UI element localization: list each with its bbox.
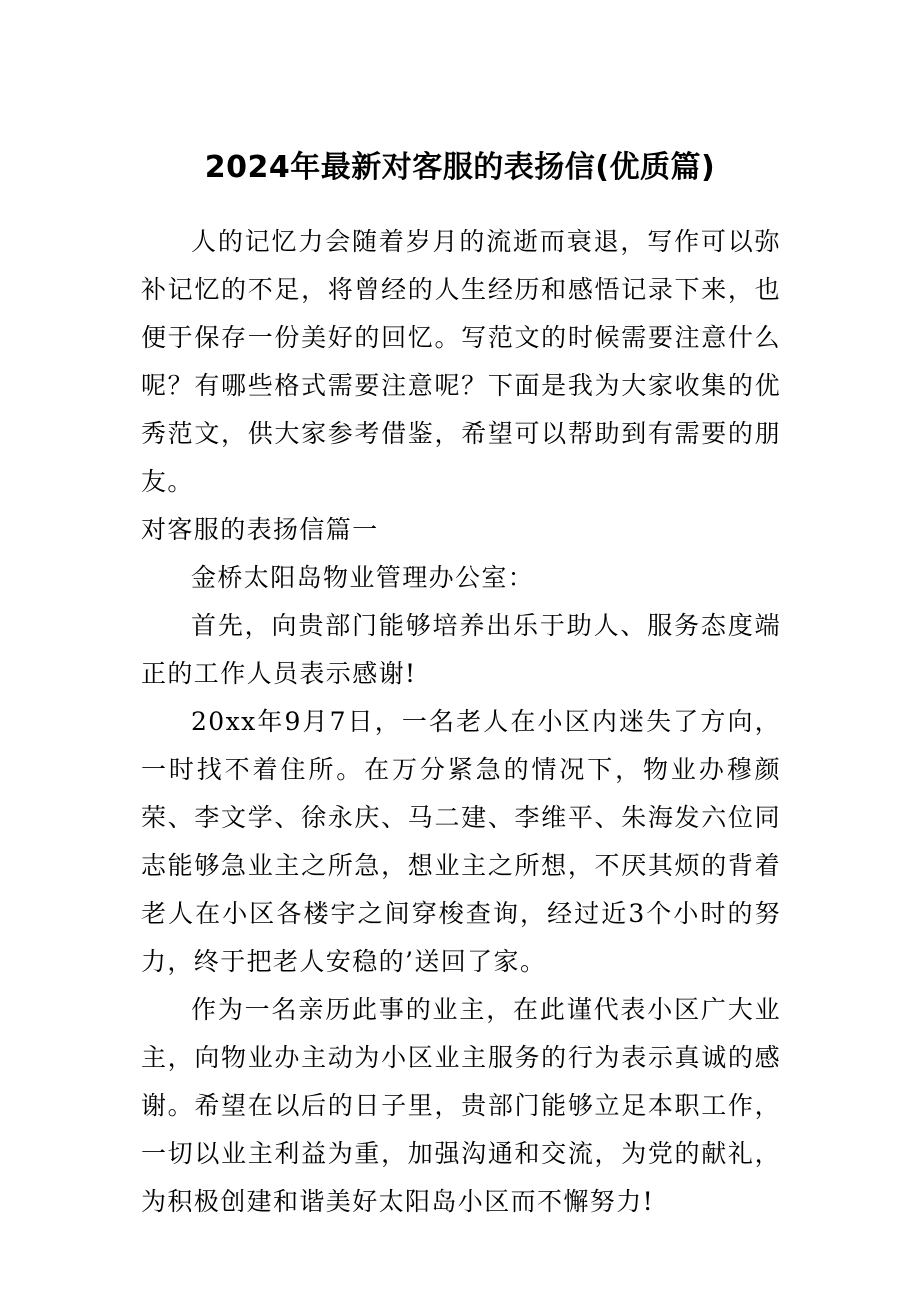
document-title: 2024年最新对客服的表扬信(优质篇) xyxy=(204,150,716,185)
body-paragraph-3: 作为一名亲历此事的业主，在此谨代表小区广大业主，向物业办主动为小区业主服务的行为表示真诚的感谢。希望在以后的日子里，贵部门能够立足本职工作，一切以业主利益为重，加强沟通和交流，为党的献礼，为积极创建和谐美好太阳岛小区而不懈努力! xyxy=(141,995,781,1216)
intro-paragraph: 人的记忆力会随着岁月的流逝而衰退，写作可以弥补记忆的不足，将曾经的人生经历和感悟记录下来，也便于保存一份美好的回忆。写范文的时候需要注意什么呢？有哪些格式需要注意呢？下面是我为大家收集的优秀范文，供大家参考借鉴，希望可以帮助到有需要的朋友。 xyxy=(141,227,781,496)
body-paragraph-1: 首先，向贵部门能够培养出乐于助人、服务态度端正的工作人员表示感谢! xyxy=(141,611,781,688)
section-heading: 对客服的表扬信篇一 xyxy=(141,515,379,544)
salutation: 金桥太阳岛物业管理办公室： xyxy=(191,563,535,592)
body-paragraph-2: 20xx年9月7日，一名老人在小区内迷失了方向，一时找不着住所。在万分紧急的情况下，物业办穆颜荣、李文学、徐永庆、马二建、李维平、朱海发六位同志能够急业主之所急，想业主之所想，不厌其烦的背着老人在小区各楼宇之间穿梭查询，经过近3个小时的努力，终于把老人安稳的’送回了家。 xyxy=(141,707,781,976)
document-body xyxy=(141,218,781,1226)
